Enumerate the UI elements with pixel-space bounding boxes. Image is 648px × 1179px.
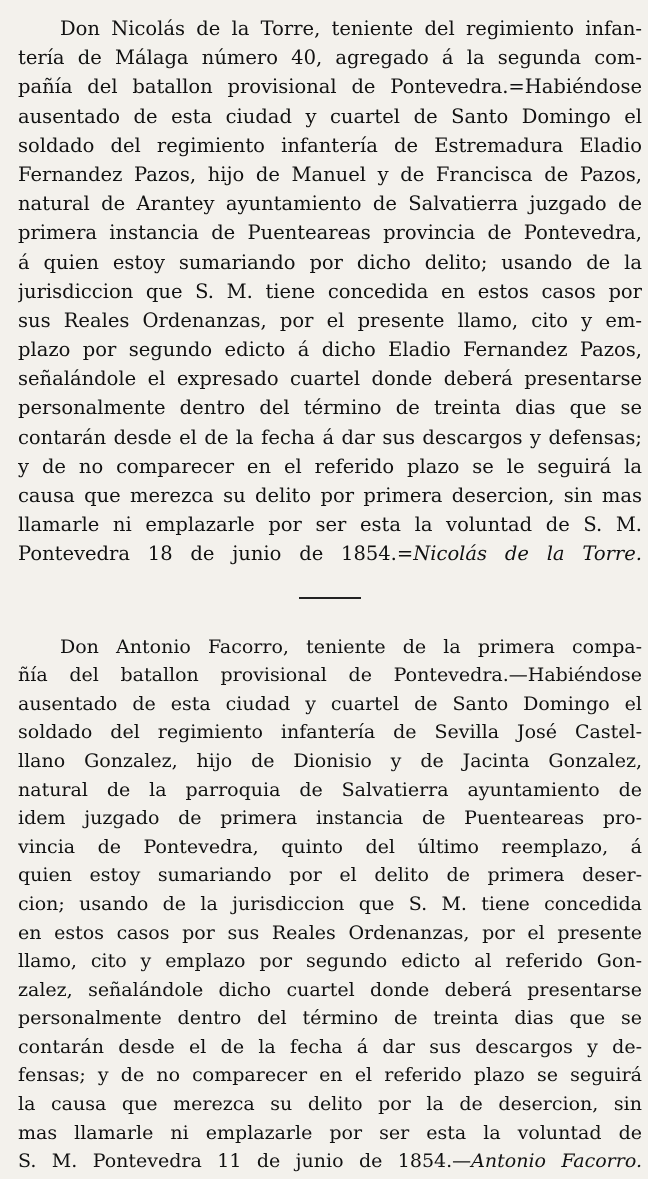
edict-1-line-5: soldado del regimiento infantería de Estremadura Eladio <box>18 133 642 157</box>
edict-2-line-11: en estos casos por sus Reales Ordenanzas, por el presente <box>18 921 642 944</box>
edict-1-line-8: primera instancia de Puenteareas provincia de Pontevedra, <box>18 221 642 245</box>
edict-1-line-7: natural de Arantey ayuntamiento de Salvatierra juzgado de <box>18 192 642 216</box>
edict-2-line-5: llano Gonzalez, hijo de Dionisio y de Jacinta Gonzalez, <box>18 749 642 772</box>
edict-2-line-8: vincia de Pontevedra, quinto del último reemplazo, á <box>18 835 642 858</box>
edict-1-line-18: llamarle ni emplazarle por ser esta la voluntad de S. M. <box>18 513 642 537</box>
edict-1-line-4: ausentado de esta ciudad y cuartel de Santo Domingo el <box>18 104 642 128</box>
edict-1-line-2: tería de Málaga número 40, agregado á la segunda com- <box>18 46 642 70</box>
edict-1-line-11: sus Reales Ordenanzas, por el presente llamo, cito y em- <box>18 308 642 332</box>
edict-2-line-3: ausentado de esta ciudad y cuartel de Santo Domingo el <box>18 692 642 715</box>
edict-2-line-17: la causa que merezca su delito por la de desercion, sin <box>18 1093 642 1116</box>
edict-2-line-18: mas llamarle ni emplazarle por ser esta la voluntad de <box>18 1121 642 1144</box>
edict-1-line-9: á quien estoy sumariando por dicho delito; usando de la <box>18 250 642 274</box>
edict-2-line-12: llamo, cito y emplazo por segundo edicto al referido Gon- <box>18 950 642 973</box>
section-divider <box>299 597 361 599</box>
edict-2-closing-line <box>18 1147 642 1176</box>
edict-1-date: Pontevedra 18 de junio de 1854.= <box>18 542 414 566</box>
edict-1-line-3: pañía del batallon provisional de Pontevedra.=Habiéndose <box>18 75 642 99</box>
edict-2-line-16: fensas; y de no comparecer en el referido plazo se seguirá <box>18 1064 642 1087</box>
edict-2-line-2: ñía del batallon provisional de Pontevedra.—Habiéndose <box>18 664 642 687</box>
edict-1-closing-line <box>18 539 642 568</box>
edict-1-line-10: jurisdiccion que S. M. tiene concedida en estos casos por <box>18 279 642 303</box>
edict-2-line-9: quien estoy sumariando por el delito de primera deser- <box>18 864 642 887</box>
edict-2-line-4: soldado del regimiento infantería de Sevilla José Castel- <box>18 721 642 744</box>
edict-1-line-13: señalándole el expresado cuartel donde deberá presentarse <box>18 367 642 391</box>
edict-1-line-12: plazo por segundo edicto á dicho Eladio Fernandez Pazos, <box>18 338 642 362</box>
edict-nicolas-de-la-torre <box>18 14 642 569</box>
edict-1-line-1: Don Nicolás de la Torre, teniente del regimiento infan- <box>60 17 642 40</box>
edict-1-line-14: personalmente dentro del término de treinta dias que se <box>18 396 642 420</box>
edict-2-line-1: Don Antonio Facorro, teniente de la primera compa- <box>60 635 642 658</box>
edict-1-line-17: causa que merezca su delito por primera desercion, sin mas <box>18 484 642 507</box>
edict-2-line-7: idem juzgado de primera instancia de Puenteareas pro- <box>18 807 642 830</box>
edict-2-signature: Antonio Facorro. <box>471 1150 642 1173</box>
edict-1-line-15: contarán desde el de la fecha á dar sus descargos y defensas; <box>18 425 642 449</box>
edict-2-line-13: zalez, señalándole dicho cuartel donde deberá presentarse <box>18 978 642 1001</box>
edict-1-signature: Nicolás de la Torre. <box>413 542 642 566</box>
edict-2-line-10: cion; usando de la jurisdiccion que S. M. tiene concedida <box>18 892 642 915</box>
edict-2-line-14: personalmente dentro del término de treinta dias que se <box>18 1007 642 1030</box>
edict-2-line-15: contarán desde el de la fecha á dar sus descargos y de- <box>18 1035 642 1058</box>
edict-1-line-16: y de no comparecer en el referido plazo se le seguirá la <box>18 454 642 478</box>
edict-2-line-6: natural de la parroquia de Salvatierra ayuntamiento de <box>18 778 642 801</box>
edict-2-date: S. M. Pontevedra 11 de junio de 1854.— <box>18 1150 472 1173</box>
edict-1-line-6: Fernandez Pazos, hijo de Manuel y de Francisca de Pazos, <box>18 162 642 186</box>
edict-antonio-facorro <box>18 633 642 1176</box>
